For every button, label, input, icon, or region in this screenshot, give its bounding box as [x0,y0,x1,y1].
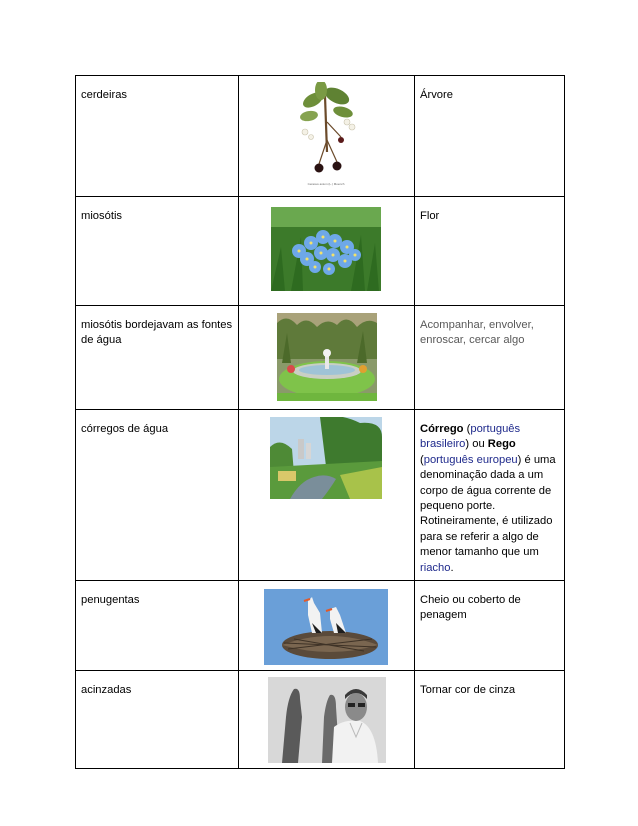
term-text: acinzadas [81,684,132,697]
definition-text: Acompanhar, envolver, enroscar, cercar algo [420,319,534,347]
text-segment: ) é uma denominação dada a um corpo de água corrente de pequeno porte. Rotineiramente, é utilizado para se referir a algo de menor tamanho que um [420,453,556,559]
image-cell [239,76,415,197]
table-row [76,410,565,581]
term-text: córregos de água [81,423,169,435]
text-segment: ) ou [465,438,488,451]
text-segment: ( [420,453,424,466]
term-text: cerdeiras [81,89,128,101]
table-row [76,306,565,410]
forget-me-not-flowers-photo [271,207,381,291]
definition-cell [415,76,565,197]
text-segment: . [450,561,454,574]
storks-nest-photo [264,589,388,665]
table-row [76,197,565,306]
link-portugues-europeu[interactable]: português europeu [423,453,518,466]
term-cell [76,410,239,581]
image-caption: Cerasus avium (L.) Moench [307,182,345,186]
term-text: penugentas [81,594,140,607]
table-row [76,76,565,197]
term-cell [76,197,239,306]
stream-park-photo [270,417,382,499]
cherry-branch-illustration [291,82,361,188]
definition-word: Rego [487,438,516,451]
image-cell [239,671,415,769]
table-row [76,671,565,769]
term-cell [76,581,239,671]
term-cell [76,671,239,769]
image-cell [239,306,415,410]
definition-word: Córrego [420,423,464,435]
gray-portrait-photo [268,677,386,763]
image-cell [239,410,415,581]
definition-cell [415,581,565,671]
definition-text [415,410,564,580]
definition-text: Árvore [420,89,453,101]
term-text: miosótis [81,210,123,222]
term-cell [76,306,239,410]
link-riacho[interactable]: riacho [420,561,451,574]
table-row [76,581,565,671]
definition-cell [415,671,565,769]
image-cell [239,581,415,671]
term-text: miosótis bordejavam as fontes de água [81,319,233,347]
text-segment: ( [463,423,471,435]
definition-text: Flor [420,210,440,222]
definition-cell [415,306,565,410]
garden-fountain-photo [277,313,377,401]
link-portugues-brasileiro[interactable]: português brasileiro [420,423,521,451]
definition-text: Cheio ou coberto de penagem [420,594,521,622]
image-cell [239,197,415,306]
definition-cell [415,197,565,306]
term-cell [76,76,239,197]
vocabulary-table [75,75,565,769]
definition-cell [415,410,565,581]
definition-text: Tornar cor de cinza [420,684,516,697]
